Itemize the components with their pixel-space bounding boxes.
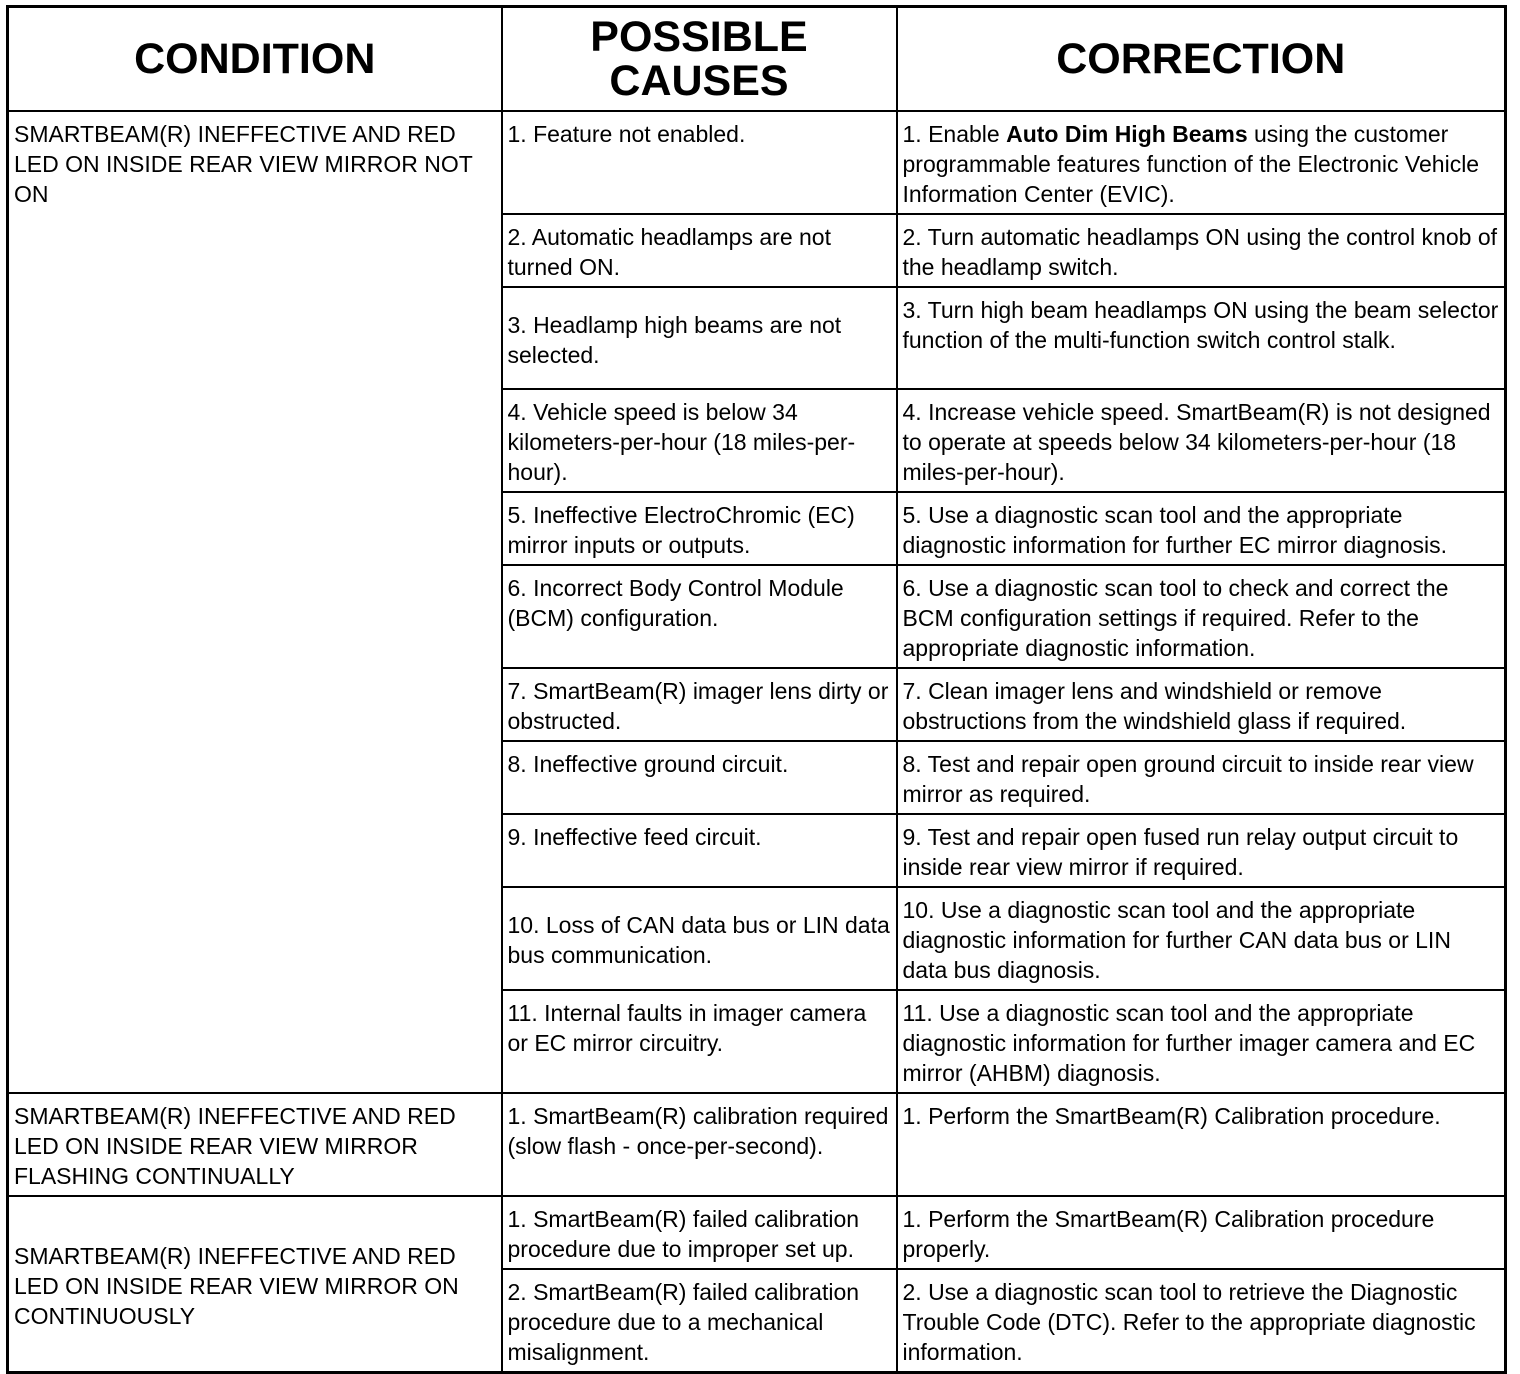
correction-cell: 4. Increase vehicle speed. SmartBeam(R) is not designed to operate at speeds below 34 kilometers-per-hour (18 miles-per-hour). <box>897 389 1506 492</box>
correction-cell: 6. Use a diagnostic scan tool to check and correct the BCM configuration settings if required. Refer to the appropriate diagnostic information. <box>897 565 1506 668</box>
cause-cell: 5. Ineffective ElectroChromic (EC) mirror inputs or outputs. <box>502 492 897 565</box>
correction-text: using the customer programmable features function of the Electronic Vehicle Information Center (EVIC). <box>902 121 1480 207</box>
condition-cell: SMARTBEAM(R) INEFFECTIVE AND RED LED ON INSIDE REAR VIEW MIRROR ON CONTINUOUSLY <box>8 1196 502 1373</box>
cause-cell: 2. SmartBeam(R) failed calibration procedure due to a mechanical misalignment. <box>502 1269 897 1373</box>
correction-cell: 7. Clean imager lens and windshield or remove obstructions from the windshield glass if required. <box>897 668 1506 741</box>
cause-cell: 9. Ineffective feed circuit. <box>502 814 897 887</box>
correction-text: 1. Enable <box>902 121 1007 147</box>
header-condition: CONDITION <box>8 7 502 112</box>
cause-cell: 6. Incorrect Body Control Module (BCM) configuration. <box>502 565 897 668</box>
diagnosis-table <box>6 5 1507 1374</box>
cause-cell: 7. SmartBeam(R) imager lens dirty or obstructed. <box>502 668 897 741</box>
header-causes-line1: POSSIBLE <box>590 13 808 61</box>
correction-cell <box>897 111 1506 214</box>
correction-cell: 3. Turn high beam headlamps ON using the beam selector function of the multi-function switch control stalk. <box>897 287 1506 389</box>
header-causes-line2: CAUSES <box>609 57 789 105</box>
correction-cell: 10. Use a diagnostic scan tool and the appropriate diagnostic information for further CAN data bus or LIN data bus diagnosis. <box>897 887 1506 990</box>
header-correction: CORRECTION <box>897 7 1506 112</box>
header-possible-causes <box>502 7 897 112</box>
correction-cell: 2. Turn automatic headlamps ON using the control knob of the headlamp switch. <box>897 214 1506 287</box>
correction-bold-text: Auto Dim High Beams <box>1006 121 1248 147</box>
table-row <box>8 1093 1506 1196</box>
cause-cell: 1. Feature not enabled. <box>502 111 897 214</box>
correction-cell: 1. Perform the SmartBeam(R) Calibration procedure. <box>897 1093 1506 1196</box>
cause-cell: 4. Vehicle speed is below 34 kilometers-per-hour (18 miles-per-hour). <box>502 389 897 492</box>
correction-cell: 5. Use a diagnostic scan tool and the appropriate diagnostic information for further EC mirror diagnosis. <box>897 492 1506 565</box>
correction-cell: 1. Perform the SmartBeam(R) Calibration procedure properly. <box>897 1196 1506 1269</box>
cause-cell: 2. Automatic headlamps are not turned ON. <box>502 214 897 287</box>
cause-cell: 1. SmartBeam(R) failed calibration procedure due to improper set up. <box>502 1196 897 1269</box>
correction-cell: 8. Test and repair open ground circuit to inside rear view mirror as required. <box>897 741 1506 814</box>
table-row <box>8 1196 1506 1269</box>
table-row <box>8 111 1506 214</box>
header-row <box>8 7 1506 112</box>
correction-cell: 9. Test and repair open fused run relay output circuit to inside rear view mirror if required. <box>897 814 1506 887</box>
correction-cell: 11. Use a diagnostic scan tool and the appropriate diagnostic information for further imager camera and EC mirror (AHBM) diagnosis. <box>897 990 1506 1093</box>
condition-cell: SMARTBEAM(R) INEFFECTIVE AND RED LED ON INSIDE REAR VIEW MIRROR NOT ON <box>8 111 502 1093</box>
cause-cell: 11. Internal faults in imager camera or EC mirror circuitry. <box>502 990 897 1093</box>
condition-cell: SMARTBEAM(R) INEFFECTIVE AND RED LED ON INSIDE REAR VIEW MIRROR FLASHING CONTINUALLY <box>8 1093 502 1196</box>
correction-cell: 2. Use a diagnostic scan tool to retrieve the Diagnostic Trouble Code (DTC). Refer to the appropriate diagnostic information. <box>897 1269 1506 1373</box>
cause-cell: 1. SmartBeam(R) calibration required (slow flash - once-per-second). <box>502 1093 897 1196</box>
cause-cell: 8. Ineffective ground circuit. <box>502 741 897 814</box>
cause-cell: 3. Headlamp high beams are not selected. <box>502 287 897 389</box>
cause-cell: 10. Loss of CAN data bus or LIN data bus communication. <box>502 887 897 990</box>
